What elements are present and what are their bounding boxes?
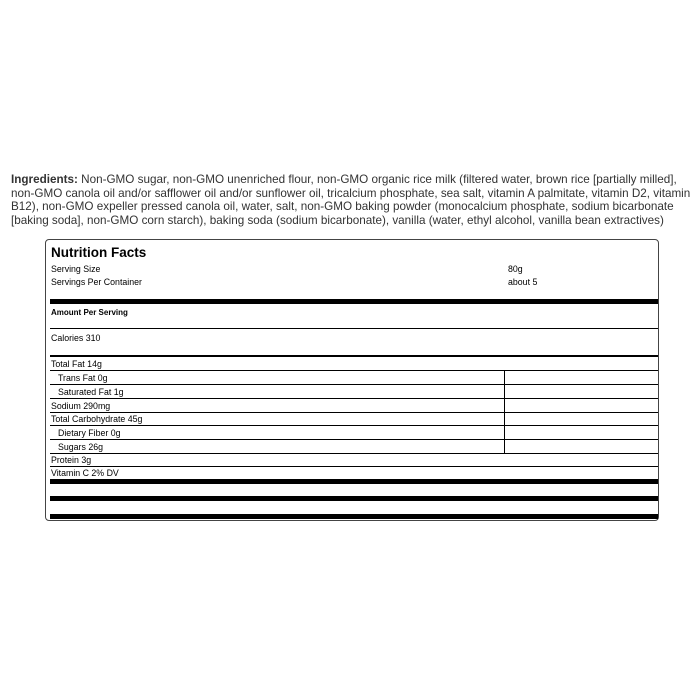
- ingredients-text: Non-GMO sugar, non-GMO unenriched flour, non-GMO organic rice milk (filtered water, brown rice [partially milled], non-GMO canola oil and/or safflower oil and/or sunflower oil, tricalcium phosphate, sea salt, vitamin A palmitate, vitamin D2, vitamin B12), non-GMO expeller pressed canola oil, water, salt, non-GMO baking powder (monocalcium phosphate, sodium bicarbonate [baking soda], non-GMO corn starch), baking soda (sodium bicarbonate), vanilla (water, ethyl alcohol, vanilla bean extractives): [11, 173, 691, 227]
- total-carbohydrate: Total Carbohydrate 45g: [51, 414, 143, 424]
- rule: [50, 398, 658, 399]
- serving-size-value: 80g: [508, 264, 523, 274]
- medium-rule: [50, 355, 658, 357]
- rule: [50, 425, 658, 426]
- thick-rule: [50, 514, 658, 519]
- sugars: Sugars 26g: [58, 442, 103, 452]
- column-divider: [504, 370, 505, 453]
- sodium: Sodium 290mg: [51, 401, 111, 411]
- rule: [50, 412, 658, 413]
- dietary-fiber: Dietary Fiber 0g: [58, 428, 121, 438]
- servings-per-container-label: Servings Per Container: [51, 277, 142, 287]
- nutrition-facts-panel: [45, 239, 659, 521]
- serving-size-label: Serving Size: [51, 264, 101, 274]
- nutrition-facts-title: Nutrition Facts: [51, 245, 147, 260]
- thick-rule: [50, 299, 658, 304]
- thick-rule: [50, 479, 658, 484]
- servings-per-container-value: about 5: [508, 277, 538, 287]
- rule: [50, 439, 658, 440]
- amount-per-serving: Amount Per Serving: [51, 308, 128, 317]
- thick-rule: [50, 496, 658, 501]
- trans-fat: Trans Fat 0g: [58, 373, 108, 383]
- rule: [50, 466, 658, 467]
- ingredients-paragraph: [11, 173, 691, 227]
- ingredients-label: Ingredients:: [11, 173, 78, 186]
- rule: [50, 384, 658, 385]
- calories: Calories 310: [51, 333, 101, 343]
- rule: [50, 370, 658, 371]
- protein: Protein 3g: [51, 455, 92, 465]
- rule: [50, 328, 658, 329]
- rule: [50, 453, 658, 454]
- total-fat: Total Fat 14g: [51, 359, 102, 369]
- saturated-fat: Saturated Fat 1g: [58, 387, 124, 397]
- vitamin-c: Vitamin C 2% DV: [51, 468, 119, 478]
